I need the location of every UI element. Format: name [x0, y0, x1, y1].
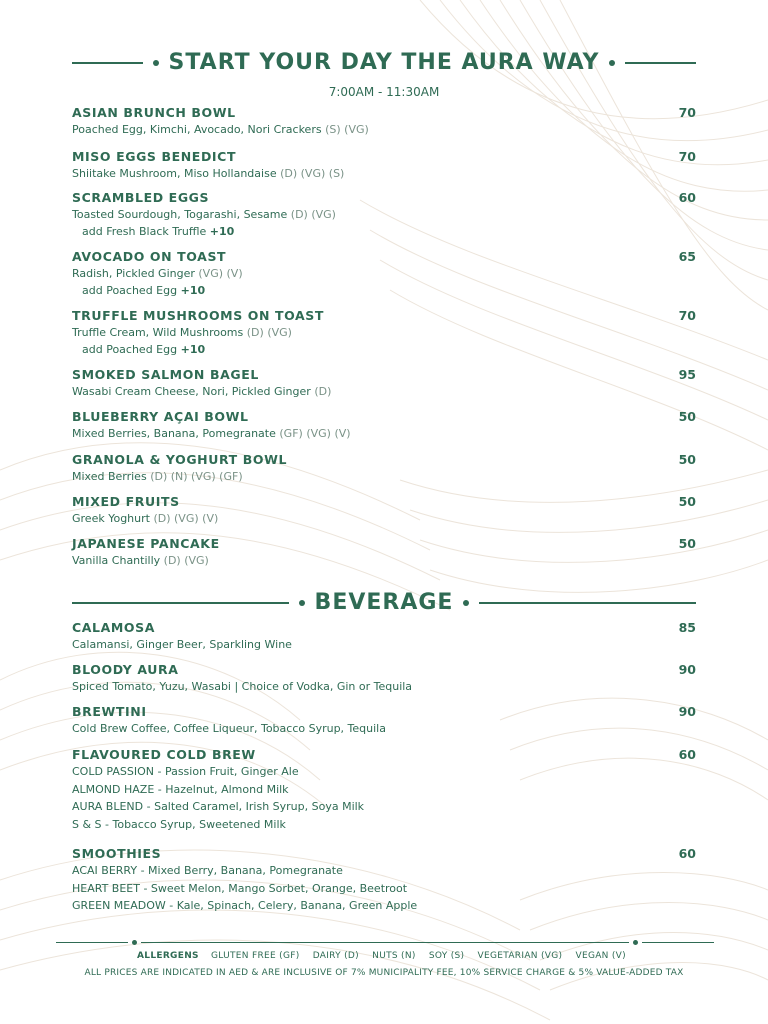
item-name: MISO EGGS BENEDICT: [72, 149, 237, 164]
item-tags: (D) (VG) (V): [153, 512, 219, 525]
item-price: 70: [678, 308, 696, 323]
item-price: 90: [678, 662, 696, 677]
item-tags: (D) (N) (VG) (GF): [150, 470, 243, 483]
item-sub-option: ALMOND HAZE - Hazelnut, Almond Milk: [72, 782, 289, 796]
item-price: 65: [678, 249, 696, 264]
beverage-header: [72, 590, 696, 615]
item-name: TRUFFLE MUSHROOMS ON TOAST: [72, 308, 325, 323]
item-sub-option: HEART BEET - Sweet Melon, Mango Sorbet, Orange, Beetroot: [72, 881, 408, 895]
menu-item: [72, 704, 696, 737]
allergens-legend: [0, 951, 768, 961]
item-price: 95: [678, 367, 696, 382]
allergen-item: VEGAN (V): [575, 951, 626, 961]
header-rule-left: [72, 602, 289, 604]
breakfast-header: [72, 50, 696, 75]
addon-price: +10: [180, 343, 206, 356]
item-price: 90: [678, 704, 696, 719]
item-description: Cold Brew Coffee, Coffee Liqueur, Tobacco Syrup, Tequila: [72, 722, 386, 735]
item-description: Radish, Pickled Ginger (VG) (V): [72, 267, 243, 280]
footer-dot: [132, 940, 137, 945]
addon-price: +10: [209, 225, 235, 238]
item-name: AVOCADO ON TOAST: [72, 249, 227, 264]
header-dot-left: [153, 60, 159, 66]
menu-item: [72, 846, 696, 915]
item-name: BLOODY AURA: [72, 662, 179, 677]
breakfast-hours: 7:00AM - 11:30AM: [328, 85, 440, 99]
menu-item: [72, 747, 696, 833]
allergen-item: NUTS (N): [372, 951, 416, 961]
item-price: 60: [678, 747, 696, 762]
item-description: Greek Yoghurt (D) (VG) (V): [72, 512, 219, 525]
item-name: ASIAN BRUNCH BOWL: [72, 105, 236, 120]
footer-line: [141, 942, 629, 943]
item-name: SMOOTHIES: [72, 846, 162, 861]
item-sub-option: GREEN MEADOW - Kale, Spinach, Celery, Banana, Green Apple: [72, 899, 418, 912]
tax-note: ALL PRICES ARE INDICATED IN AED & ARE INCLUSIVE OF 7% MUNICIPALITY FEE, 10% SERVICE CHARGE & 5% VALUE-ADDED TAX: [84, 968, 684, 978]
item-name: SCRAMBLED EGGS: [72, 190, 210, 205]
item-tags: (D) (VG) (S): [280, 167, 345, 180]
footer-line: [56, 942, 128, 943]
item-description: Wasabi Cream Cheese, Nori, Pickled Ginger (D): [72, 385, 332, 398]
item-tags: (D) (VG): [163, 554, 209, 567]
menu-item: [72, 409, 696, 442]
item-sub-option: S & S - Tobacco Syrup, Sweetened Milk: [72, 817, 286, 831]
allergens-label: ALLERGENS: [137, 951, 199, 961]
menu-item: [72, 249, 696, 299]
item-description: Shiitake Mushroom, Miso Hollandaise (D) (VG) (S): [72, 167, 345, 180]
item-addon: add Poached Egg +10: [82, 343, 206, 356]
item-price: 50: [678, 494, 696, 509]
item-tags: (D) (VG): [290, 208, 336, 221]
item-addon: add Poached Egg +10: [82, 284, 206, 297]
header-dot-right: [609, 60, 615, 66]
item-description: Calamansi, Ginger Beer, Sparkling Wine: [72, 638, 292, 651]
footer-dot: [633, 940, 638, 945]
breakfast-title: START YOUR DAY THE AURA WAY: [168, 50, 600, 75]
item-name: FLAVOURED COLD BREW: [72, 747, 256, 762]
allergen-item: DAIRY (D): [312, 951, 359, 961]
addon-price: +10: [180, 284, 206, 297]
item-description: Spiced Tomato, Yuzu, Wasabi | Choice of Vodka, Gin or Tequila: [72, 680, 413, 693]
menu-item: [72, 190, 696, 240]
item-name: SMOKED SALMON BAGEL: [72, 367, 259, 382]
item-price: 50: [678, 452, 696, 467]
item-price: 60: [678, 846, 696, 861]
item-addon: add Fresh Black Truffle +10: [82, 225, 235, 238]
item-description: Mixed Berries, Banana, Pomegranate (GF) (VG) (V): [72, 427, 351, 440]
item-price: 50: [678, 536, 696, 551]
allergen-item: SOY (S): [428, 951, 465, 961]
item-name: MIXED FRUITS: [72, 494, 180, 509]
item-sub-option: ACAI BERRY - Mixed Berry, Banana, Pomegranate: [72, 864, 343, 877]
menu-item: [72, 149, 696, 182]
item-name: GRANOLA & YOGHURT BOWL: [72, 452, 288, 467]
item-tags: (D) (VG): [246, 326, 292, 339]
allergen-item: GLUTEN FREE (GF): [210, 951, 300, 961]
item-name: BREWTINI: [72, 704, 147, 719]
item-sub-option: COLD PASSION - Passion Fruit, Ginger Ale: [72, 765, 299, 778]
item-tags: (D): [314, 385, 332, 398]
menu-item: [72, 494, 696, 527]
header-rule-right: [479, 602, 696, 604]
item-tags: (GF) (VG) (V): [279, 427, 351, 440]
menu-item: [72, 452, 696, 485]
item-name: BLUEBERRY AÇAI BOWL: [72, 409, 249, 424]
allergen-item: VEGETARIAN (VG): [477, 951, 563, 961]
item-name: CALAMOSA: [72, 620, 156, 635]
menu-item: [72, 367, 696, 400]
item-tags: (VG) (V): [198, 267, 243, 280]
footer-line: [642, 942, 714, 943]
header-rule-left: [72, 62, 143, 64]
item-description: Truffle Cream, Wild Mushrooms (D) (VG): [72, 326, 292, 339]
item-price: 60: [678, 190, 696, 205]
item-description: Mixed Berries (D) (N) (VG) (GF): [72, 470, 243, 483]
item-tags: (S) (VG): [325, 123, 369, 136]
footer-divider: [56, 940, 714, 945]
item-description: Toasted Sourdough, Togarashi, Sesame (D) (VG): [72, 208, 336, 221]
menu-item: [72, 536, 696, 569]
menu-item: [72, 662, 696, 695]
item-sub-option: AURA BLEND - Salted Caramel, Irish Syrup, Soya Milk: [72, 800, 365, 813]
item-description: Vanilla Chantilly (D) (VG): [72, 554, 209, 567]
item-description: Poached Egg, Kimchi, Avocado, Nori Crackers (S) (VG): [72, 123, 369, 136]
menu-item: [72, 620, 696, 653]
header-rule-right: [625, 62, 696, 64]
item-price: 70: [678, 105, 696, 120]
menu-item: [72, 105, 696, 138]
item-name: JAPANESE PANCAKE: [72, 536, 220, 551]
item-price: 50: [678, 409, 696, 424]
header-dot-right: [463, 600, 469, 606]
header-dot-left: [299, 600, 305, 606]
item-price: 70: [678, 149, 696, 164]
beverage-title: BEVERAGE: [314, 590, 454, 615]
menu-item: [72, 308, 696, 358]
item-price: 85: [678, 620, 696, 635]
